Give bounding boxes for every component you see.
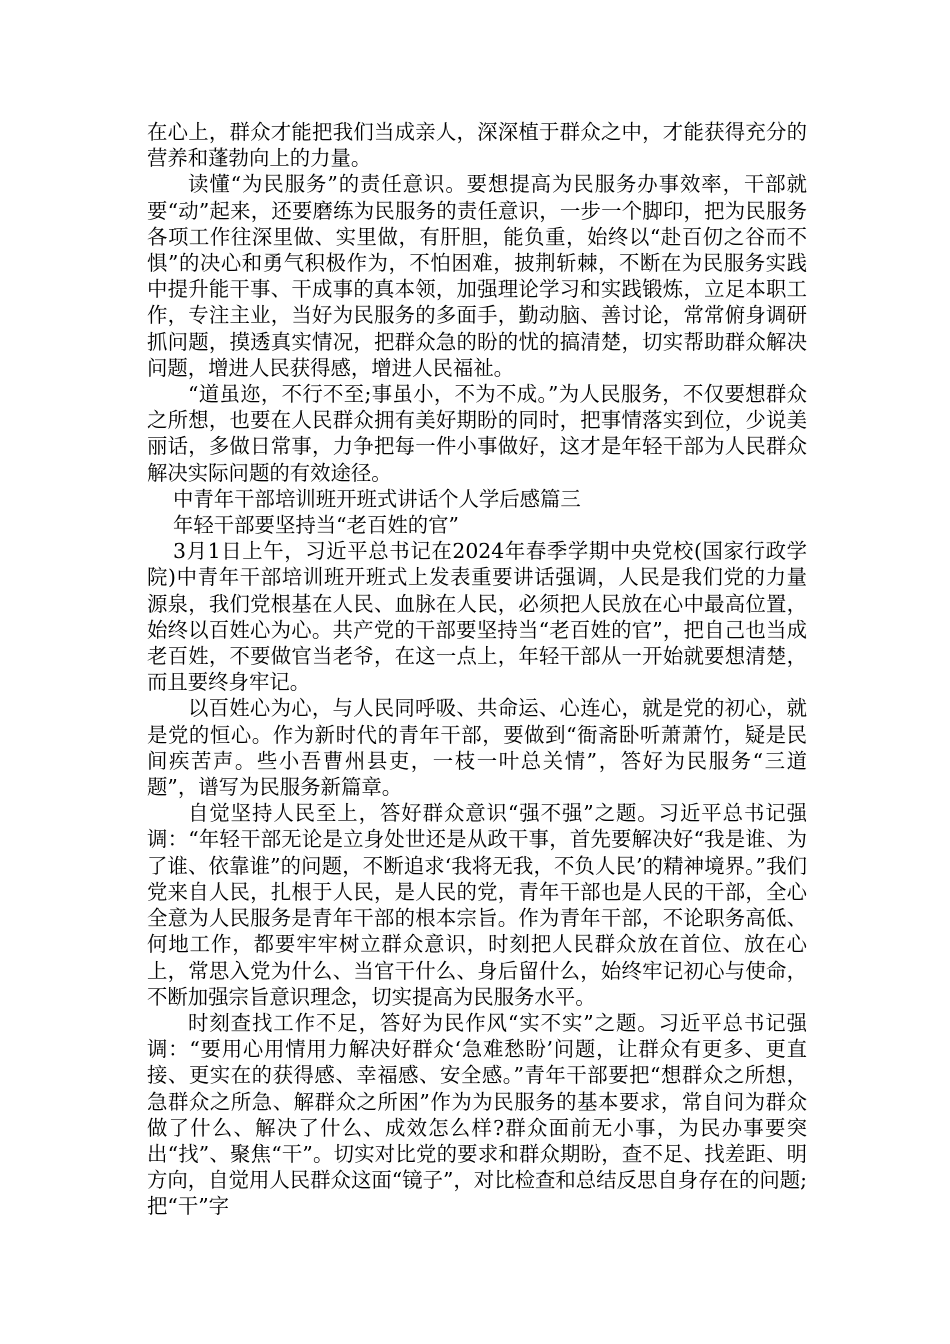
paragraph: 时刻查找工作不足，答好为民作风“实不实”之题。习近平总书记强调：“要用心用情用力解决好群众‘急难愁盼’问题，让群众有更多、更直接、更实在的获得感、幸福感、安全感。”青年干部要把“想群众之所想，急群众之所急、解群众之所困”作为为民服务的基本要求，常自问为群众做了什么、解决了什么、成效怎么样?群众面前无小事，为民办事要突出“找”、聚焦“干”。切实对比党的要求和群众期盼，查不足、找差距、明方向，自觉用人民群众这面“镜子”，对比检查和总结反思自身存在的问题;把“干”字 bbox=[147, 1010, 807, 1219]
paragraph: 自觉坚持人民至上，答好群众意识“强不强”之题。习近平总书记强调：“年轻干部无论是立身处世还是从政干事，首先要解决好“我是谁、为了谁、依靠谁”的问题，不断追求‘我将无我，不负人民’的精神境界。”我们党来自人民，扎根于人民，是人民的党，青年干部也是人民的干部，全心全意为人民服务是青年干部的根本宗旨。作为青年干部，不论职务高低、何地工作，都要牢牢树立群众意识，时刻把人民群众放在首位、放在心上，常思入党为什么、当官干什么、身后留什么，始终牢记初心与使命，不断加强宗旨意识理念，切实提高为民服务水平。 bbox=[147, 801, 807, 1009]
paragraph: 读懂“为民服务”的责任意识。要想提高为民服务办事效率，干部就要“动”起来，还要磨练为民服务的责任意识，一步一个脚印，把为民服务各项工作往深里做、实里做，有肝胆，能负重，始终以“赴百仞之谷而不惧”的决心和勇气积极作为，不怕困难，披荆斩棘，不断在为民服务实践中提升能干事、干成事的真本领，加强理论学习和实践锻炼，立足本职工作，专注主业，当好为民服务的多面手，勤动脑、善讨论，常常俯身调研抓问题，摸透真实情况，把群众急的盼的忧的搞清楚，切实帮助群众解决问题，增进人民获得感，增进人民福祉。 bbox=[147, 172, 807, 380]
paragraph: 在心上，群众才能把我们当成亲人，深深植于群众之中，才能获得充分的营养和蓬勃向上的力量。 bbox=[147, 120, 807, 171]
paragraph: 以百姓心为心，与人民同呼吸、共命运、心连心，就是党的初心，就是党的恒心。作为新时代的青年干部，要做到“衙斋卧听萧萧竹，疑是民间疾苦声。些小吾曹州县吏，一枝一叶总关情”，答好为民服务“三道题”，谱写为民服务新篇章。 bbox=[147, 696, 807, 800]
paragraph: 3月1日上午，习近平总书记在2024年春季学期中央党校(国家行政学院)中青年干部培训班开班式上发表重要讲话强调，人民是我们党的力量源泉，我们党根基在人民、血脉在人民，必须把人民放在心中最高位置，始终以百姓心为心。共产党的干部要坚持当“老百姓的官”，把自己也当成老百姓，不要做官当老爷，在这一点上，年轻干部从一开始就要想清楚，而且要终身牢记。 bbox=[147, 539, 807, 695]
section-title: 中青年干部培训班开班式讲话个人学后感篇三 bbox=[173, 486, 581, 511]
document-page bbox=[147, 119, 807, 1220]
paragraph: “道虽迩，不行不至;事虽小，不为不成。”为人民服务，不仅要想群众之所想，也要在人民群众拥有美好期盼的同时，把事情落实到位，少说美丽话，多做日常事，力争把每一件小事做好，这才是年轻干部为人民群众解决实际问题的有效途径。 bbox=[147, 382, 807, 485]
article-title: 年轻干部要坚持当“老百姓的官” bbox=[173, 513, 459, 538]
